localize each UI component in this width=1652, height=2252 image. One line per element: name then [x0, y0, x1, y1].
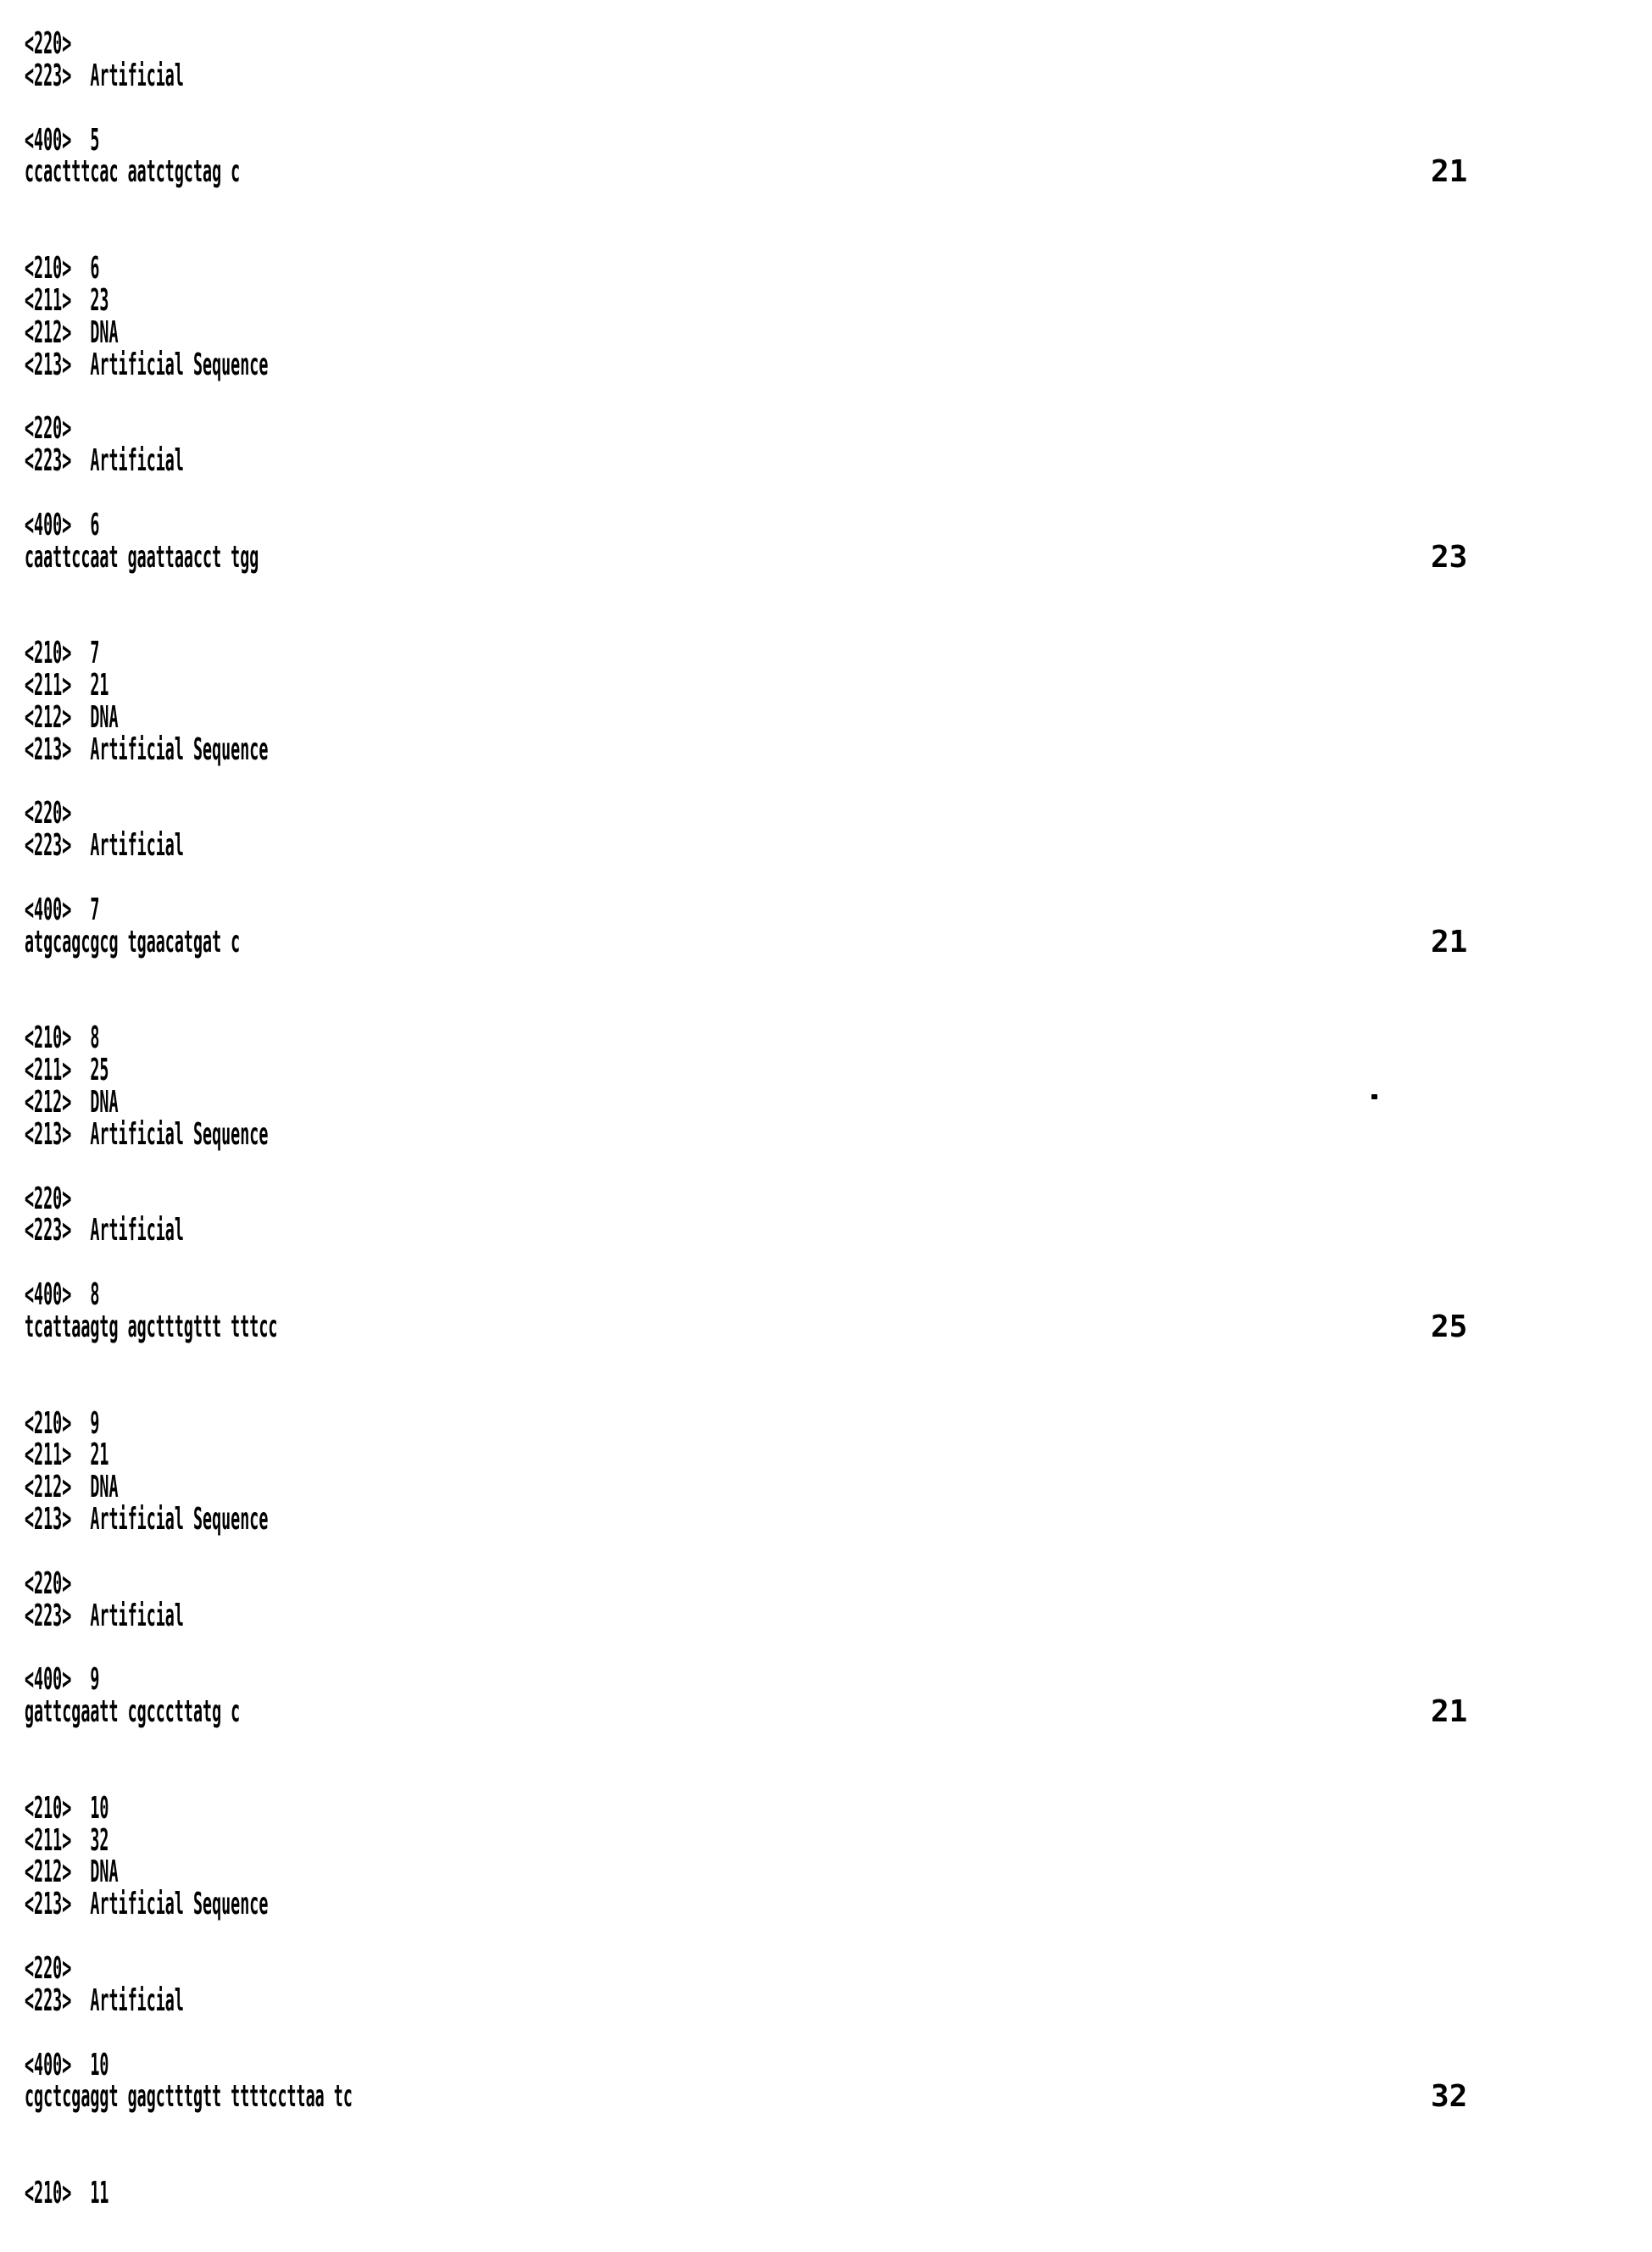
- listing-line: [0, 349, 1652, 383]
- line-text: ccactttcac aatctgctag c: [25, 154, 241, 190]
- line-text: <212> DNA: [25, 1470, 119, 1505]
- listing-line: [0, 1600, 1652, 1634]
- line-text: atgcagcgcg tgaacatgat c: [25, 924, 241, 959]
- line-text: <210> 7: [25, 636, 100, 671]
- listing-line: [0, 1664, 1652, 1698]
- line-text: <400> 10: [25, 2047, 109, 2082]
- line-text: <400> 5: [25, 122, 100, 158]
- listing-line: [0, 798, 1652, 831]
- line-text: <212> DNA: [25, 1085, 119, 1120]
- line-text: <223> Artificial: [25, 443, 184, 479]
- line-text: <223> Artificial: [25, 1598, 184, 1633]
- listing-line: [0, 1405, 1652, 1442]
- listing-line: [0, 1504, 1652, 1537]
- sequence-length-number: 21: [1431, 924, 1468, 959]
- listing-line: [0, 1215, 1652, 1248]
- listing-line: [0, 1696, 1652, 1730]
- listing-line: [0, 1116, 1652, 1153]
- line-text: <211> 23: [25, 282, 109, 318]
- listing-line: [0, 413, 1652, 447]
- listing-line: [0, 894, 1652, 928]
- listing-line: [0, 1054, 1652, 1088]
- listing-line: [0, 731, 1652, 768]
- sequence-length-number: 21: [1431, 1694, 1468, 1730]
- line-text: <220>: [25, 1565, 72, 1601]
- listing-line: [0, 1471, 1652, 1505]
- line-text: <210> 8: [25, 1020, 100, 1056]
- listing-line: [0, 1087, 1652, 1120]
- listing-line: [0, 2049, 1652, 2083]
- listing-line: [0, 122, 1652, 158]
- listing-line: [0, 670, 1652, 703]
- listing-line: [0, 699, 1652, 736]
- line-text: <400> 8: [25, 1277, 100, 1313]
- listing-line: [0, 1822, 1652, 1859]
- line-text: <211> 32: [25, 1822, 109, 1858]
- line-text: <220>: [25, 411, 72, 447]
- line-text: <211> 21: [25, 668, 109, 703]
- listing-line: [0, 250, 1652, 286]
- listing-line: [0, 1856, 1652, 1890]
- line-text: tcattaagtg agctttgttt tttcc: [25, 1309, 278, 1344]
- listing-line: [0, 539, 1652, 576]
- line-text: <211> 21: [25, 1437, 109, 1473]
- listing-line: [0, 1439, 1652, 1473]
- listing-line: [0, 2081, 1652, 2115]
- listing-line: [0, 282, 1652, 319]
- line-text: <220>: [25, 26, 72, 61]
- listing-line: [0, 926, 1652, 960]
- listing-line: [0, 2177, 1652, 2211]
- line-text: <223> Artificial: [25, 828, 184, 864]
- ink-speck: [1371, 1094, 1377, 1099]
- line-text: <210> 6: [25, 250, 100, 286]
- line-text: <220>: [25, 796, 72, 831]
- listing-line: [0, 1953, 1652, 1987]
- line-text: <213> Artificial Sequence: [25, 731, 269, 767]
- listing-line: [0, 1022, 1652, 1056]
- listing-line: [0, 1790, 1652, 1827]
- line-text: <210> 10: [25, 1790, 109, 1826]
- listing-line: [0, 1311, 1652, 1345]
- listing-line: [0, 28, 1652, 62]
- listing-line: [0, 637, 1652, 671]
- listing-line: [0, 1279, 1652, 1313]
- listing-line: [0, 509, 1652, 543]
- line-text: <223> Artificial: [25, 1982, 184, 2018]
- listing-line: [0, 1982, 1652, 2019]
- line-text: <213> Artificial Sequence: [25, 1116, 269, 1152]
- line-text: <210> 11: [25, 2175, 109, 2210]
- sequence-length-number: 32: [1431, 2079, 1468, 2115]
- line-text: <213> Artificial Sequence: [25, 1502, 269, 1537]
- line-text: <210> 9: [25, 1405, 100, 1441]
- line-text: <220>: [25, 1951, 72, 1986]
- listing-line: [0, 1888, 1652, 1922]
- line-text: <220>: [25, 1181, 72, 1216]
- sequence-length-number: 21: [1431, 154, 1468, 190]
- line-text: cgctcgaggt gagctttgtt ttttccttaa tc: [25, 2079, 353, 2115]
- listing-line: [0, 445, 1652, 479]
- line-text: <212> DNA: [25, 314, 119, 350]
- line-text: gattcgaatt cgcccttatg c: [25, 1694, 241, 1730]
- line-text: <212> DNA: [25, 1854, 119, 1890]
- listing-line: [0, 314, 1652, 351]
- line-text: <400> 7: [25, 892, 100, 927]
- sequence-length-number: 23: [1431, 539, 1468, 575]
- line-text: <213> Artificial Sequence: [25, 1887, 269, 1922]
- sequence-length-number: 25: [1431, 1309, 1468, 1344]
- line-text: <212> DNA: [25, 699, 119, 735]
- listing-line: [0, 156, 1652, 190]
- line-text: <223> Artificial: [25, 58, 184, 93]
- line-text: <400> 9: [25, 1662, 100, 1698]
- listing-line: [0, 60, 1652, 94]
- line-text: <211> 25: [25, 1053, 109, 1088]
- line-text: caattccaat gaattaacct tgg: [25, 539, 259, 575]
- line-text: <213> Artificial Sequence: [25, 347, 269, 382]
- line-text: <400> 6: [25, 507, 100, 542]
- listing-line: [0, 830, 1652, 864]
- listing-line: [0, 1183, 1652, 1217]
- line-text: <223> Artificial: [25, 1213, 184, 1248]
- listing-line: [0, 1565, 1652, 1602]
